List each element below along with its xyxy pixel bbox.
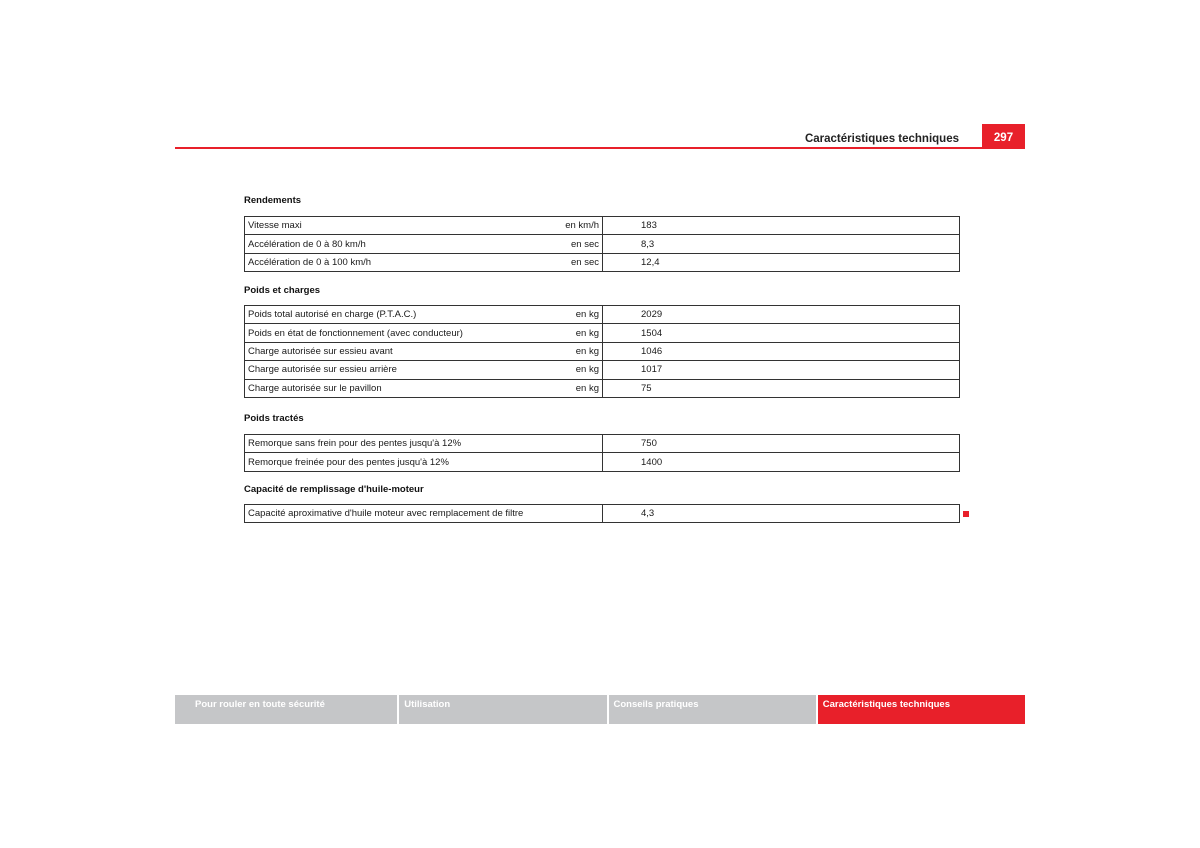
row-label: Remorque sans frein pour des pentes jusqu'à 12% [245,435,603,453]
table-row [245,324,960,342]
row-value: 75 [603,379,960,397]
footer-tab-securite[interactable]: Pour rouler en toute sécurité [175,695,397,724]
row-unit: en kg [535,324,603,342]
row-value: 1017 [603,361,960,379]
row-unit: en km/h [535,217,603,235]
table-row [245,235,960,253]
row-label: Charge autorisée sur essieu arrière [245,361,535,379]
footer-tab-conseils[interactable]: Conseils pratiques [609,695,816,724]
row-unit: en kg [535,379,603,397]
row-value: 1400 [603,453,960,471]
table-row [245,453,960,471]
footer-chapter-nav [175,695,1025,724]
row-label: Accélération de 0 à 80 km/h [245,235,535,253]
row-unit: en kg [535,306,603,324]
section-title-poids-charges: Poids et charges [244,285,321,296]
row-value: 12,4 [603,253,960,271]
header-divider [175,147,1025,149]
page-number: 297 [982,124,1025,149]
row-label: Poids en état de fonctionnement (avec conducteur) [245,324,535,342]
table-huile-moteur [244,504,960,523]
table-row [245,253,960,271]
row-value: 750 [603,435,960,453]
row-label: Charge autorisée sur le pavillon [245,379,535,397]
end-of-section-marker-icon [963,511,969,517]
row-value: 4,3 [603,505,960,523]
row-value: 2029 [603,306,960,324]
table-row [245,505,960,523]
row-label: Capacité aproximative d'huile moteur avec remplacement de filtre [245,505,603,523]
row-label: Poids total autorisé en charge (P.T.A.C.) [245,306,535,324]
section-title-huile-moteur: Capacité de remplissage d'huile-moteur [244,484,424,495]
footer-tab-utilisation[interactable]: Utilisation [399,695,606,724]
row-value: 183 [603,217,960,235]
row-unit: en kg [535,361,603,379]
footer-tab-caracteristiques[interactable]: Caractéristiques techniques [818,695,1025,724]
row-label: Vitesse maxi [245,217,535,235]
table-row [245,361,960,379]
table-row [245,342,960,360]
row-label: Charge autorisée sur essieu avant [245,342,535,360]
row-value: 1046 [603,342,960,360]
section-title-poids-tractes: Poids tractés [244,413,304,424]
table-poids-charges [244,305,960,398]
row-label: Accélération de 0 à 100 km/h [245,253,535,271]
table-rendements [244,216,960,272]
row-value: 8,3 [603,235,960,253]
row-value: 1504 [603,324,960,342]
row-unit: en sec [535,235,603,253]
table-row [245,379,960,397]
table-row [245,217,960,235]
row-unit: en kg [535,342,603,360]
table-row [245,435,960,453]
table-row [245,306,960,324]
section-title-rendements: Rendements [244,195,302,206]
page-header-title: Caractéristiques techniques [804,133,959,145]
row-label: Remorque freinée pour des pentes jusqu'à 12% [245,453,603,471]
row-unit: en sec [535,253,603,271]
table-poids-tractes [244,434,960,472]
